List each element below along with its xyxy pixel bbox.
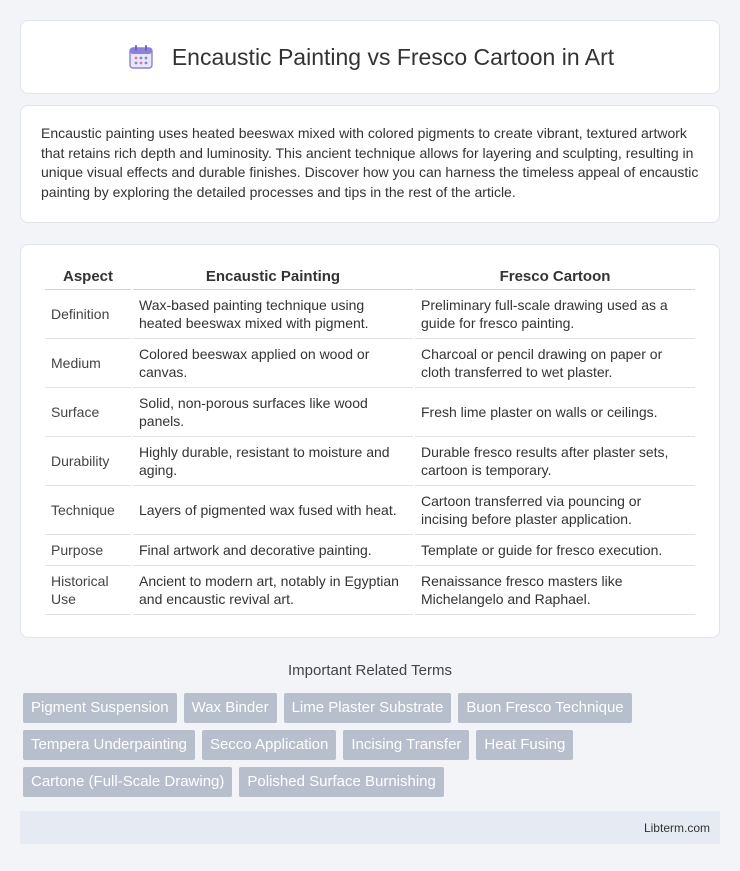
comparison-table [43,265,697,615]
related-term-tag[interactable]: Lime Plaster Substrate [284,693,452,723]
row-encaustic: Final artwork and decorative painting. [133,535,413,566]
row-encaustic: Ancient to modern art, notably in Egyptian and encaustic revival art. [133,566,413,615]
table-row [45,486,695,535]
header-encaustic: Encaustic Painting [133,265,413,290]
table-row [45,290,695,339]
row-aspect: Definition [45,290,131,339]
row-aspect: Purpose [45,535,131,566]
related-term-tag[interactable]: Buon Fresco Technique [458,693,631,723]
row-aspect: Surface [45,388,131,437]
table-row [45,388,695,437]
related-term-tag[interactable]: Wax Binder [184,693,277,723]
comparison-table-card [20,244,720,638]
row-fresco: Cartoon transferred via pouncing or incising before plaster application. [415,486,695,535]
table-row [45,339,695,388]
table-row [45,535,695,566]
row-aspect: Technique [45,486,131,535]
footer-site-link[interactable]: Libterm.com [643,820,710,835]
intro-text: Encaustic painting uses heated beeswax mixed with colored pigments to create vibrant, textured artwork that retains rich depth and luminosity. This ancient technique allows for layering and sculpting, resulting in unique visual effects and durable finishes. Discover how you can harness the timeless appeal of encaustic painting by exploring the detailed processes and tips in the rest of the article. [41,125,699,200]
related-term-tag[interactable]: Cartone (Full-Scale Drawing) [23,767,232,797]
table-row [45,566,695,615]
calendar-icon [126,42,156,72]
related-terms-title: Important Related Terms [288,662,452,679]
page-footer [20,811,720,844]
table-row [45,437,695,486]
header-fresco: Fresco Cartoon [415,265,695,290]
intro-paragraph [20,105,720,223]
row-fresco: Template or guide for fresco execution. [415,535,695,566]
related-term-tag[interactable]: Pigment Suspension [23,693,177,723]
row-fresco: Fresh lime plaster on walls or ceilings. [415,388,695,437]
row-fresco: Charcoal or pencil drawing on paper or cloth transferred to wet plaster. [415,339,695,388]
header-aspect: Aspect [45,265,131,290]
related-terms-tags [20,693,720,797]
row-fresco: Preliminary full-scale drawing used as a guide for fresco painting. [415,290,695,339]
row-encaustic: Solid, non-porous surfaces like wood panels. [133,388,413,437]
row-encaustic: Wax-based painting technique using heated beeswax mixed with pigment. [133,290,413,339]
related-term-tag[interactable]: Polished Surface Burnishing [239,767,443,797]
row-aspect: Durability [45,437,131,486]
row-encaustic: Highly durable, resistant to moisture and aging. [133,437,413,486]
row-encaustic: Layers of pigmented wax fused with heat. [133,486,413,535]
page-title: Encaustic Painting vs Fresco Cartoon in Art [171,43,615,70]
related-term-tag[interactable]: Secco Application [202,730,336,760]
related-term-tag[interactable]: Heat Fusing [476,730,573,760]
row-encaustic: Colored beeswax applied on wood or canvas. [133,339,413,388]
row-fresco: Durable fresco results after plaster sets, cartoon is temporary. [415,437,695,486]
related-term-tag[interactable]: Tempera Underpainting [23,730,195,760]
related-term-tag[interactable]: Incising Transfer [343,730,469,760]
page-header [20,20,720,94]
row-aspect: Historical Use [45,566,131,615]
row-fresco: Renaissance fresco masters like Michelangelo and Raphael. [415,566,695,615]
row-aspect: Medium [45,339,131,388]
table-header-row [45,265,695,290]
